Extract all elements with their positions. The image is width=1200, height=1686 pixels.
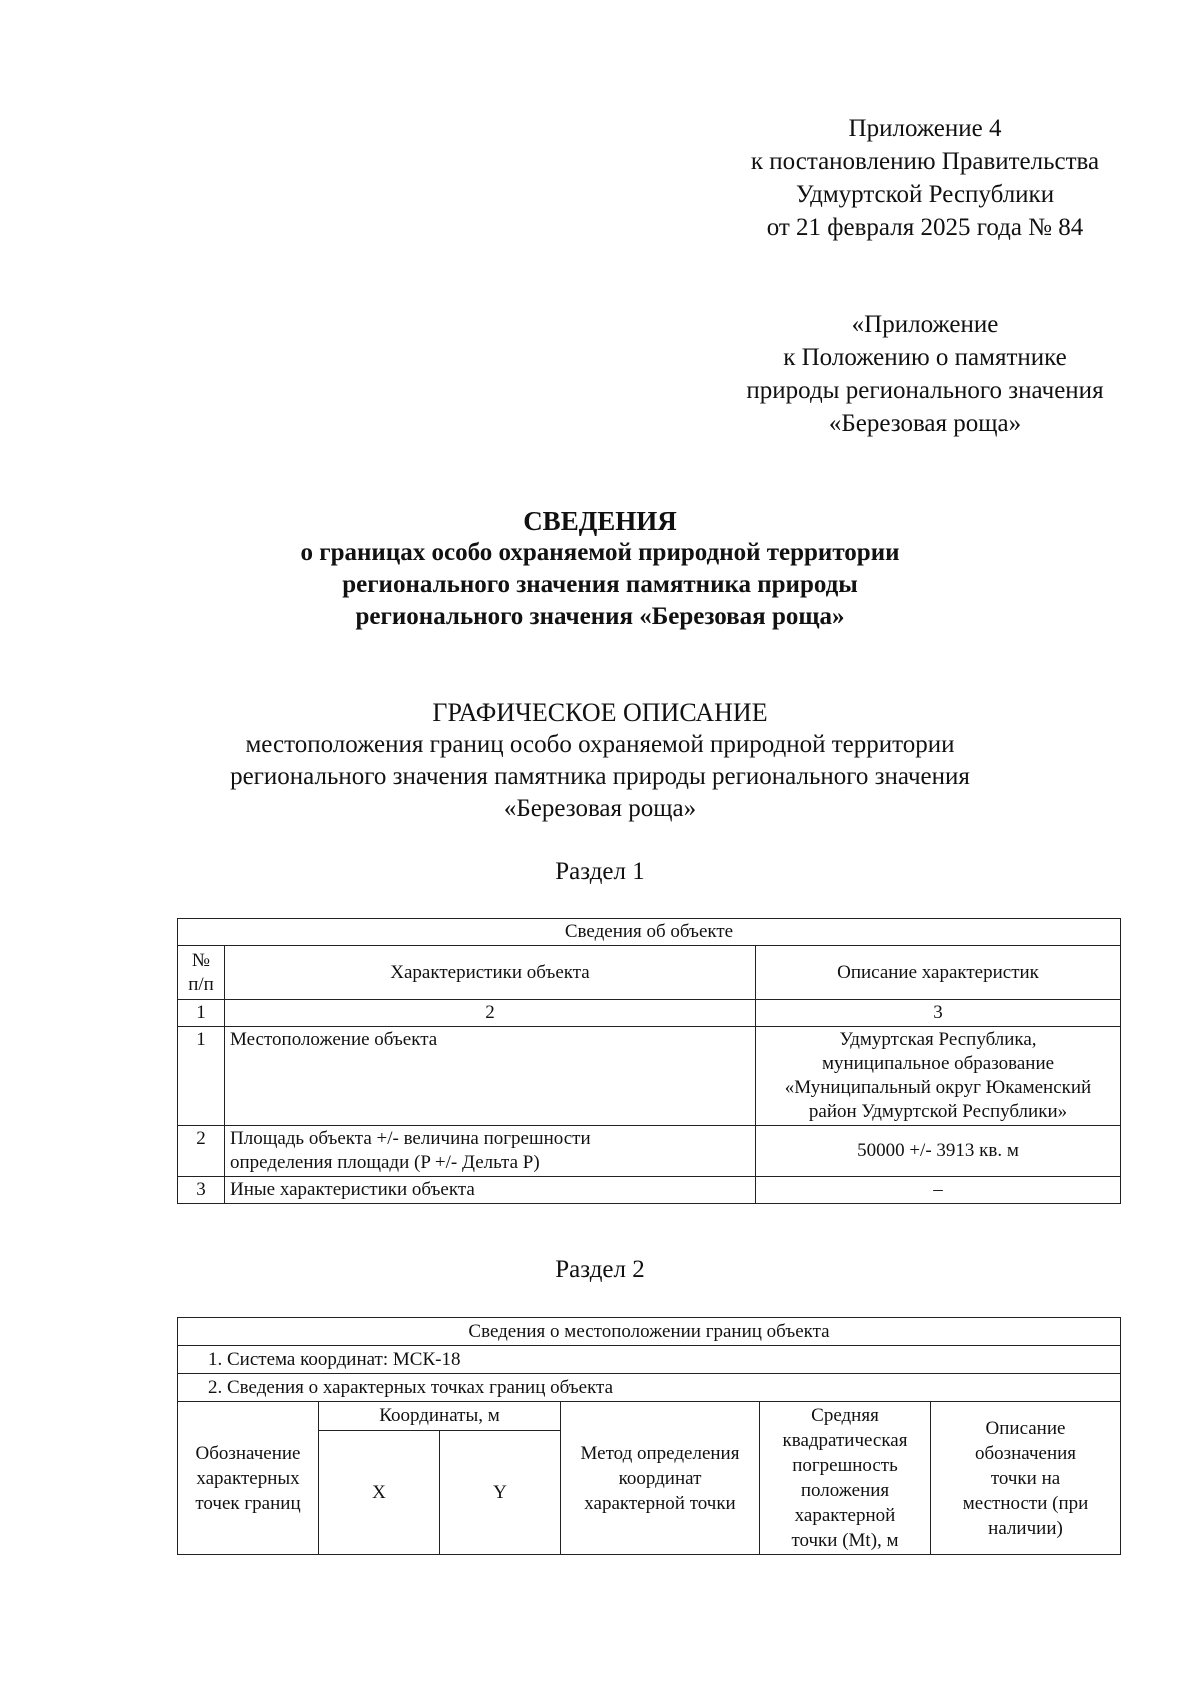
- header-designation: [178, 1402, 319, 1555]
- header-line: Обозначение: [195, 1442, 301, 1464]
- header-coordinates: Координаты, м: [319, 1402, 561, 1431]
- row-num: 3: [178, 1177, 225, 1204]
- description-line: муниципальное образование: [821, 1053, 1055, 1074]
- row-description: [756, 1027, 1121, 1126]
- appendix-header: [700, 112, 1150, 244]
- table-row: [178, 1126, 1121, 1177]
- header-error: [760, 1402, 931, 1555]
- table-row: [178, 1177, 1121, 1204]
- header-line: погрешность: [792, 1455, 898, 1476]
- row-description: 50000 +/- 3913 кв. м: [756, 1126, 1121, 1177]
- header-num-line1: №: [191, 949, 211, 971]
- col-number: 3: [756, 1000, 1121, 1027]
- header-line: обозначения: [974, 1442, 1077, 1464]
- header-line: характерной точки: [584, 1492, 736, 1514]
- sub-appendix-header: [700, 308, 1150, 440]
- description-line: Удмуртская Республика,: [839, 1029, 1037, 1050]
- col-number: 2: [225, 1000, 756, 1027]
- points-info: 2. Сведения о характерных точках границ объекта: [178, 1374, 1121, 1402]
- sub-appendix-line: природы регионального значения: [746, 377, 1104, 404]
- graphic-description-heading: [0, 697, 1200, 825]
- document-title: [0, 505, 1200, 633]
- boundary-info-table: [177, 1317, 1121, 1555]
- header-y: Y: [440, 1431, 561, 1555]
- graphic-line: регионального значения памятника природы регионального значения: [230, 763, 970, 790]
- table-row: [178, 1027, 1121, 1126]
- title-main: СВЕДЕНИЯ: [523, 506, 677, 536]
- sub-appendix-line: «Березовая роща»: [828, 410, 1022, 437]
- header-line: местности (при: [962, 1492, 1089, 1514]
- graphic-line: «Березовая роща»: [503, 795, 697, 822]
- row-num: 1: [178, 1027, 225, 1126]
- header-line: положения: [800, 1480, 890, 1501]
- header-point-description: [931, 1402, 1121, 1555]
- header-line: Описание: [985, 1417, 1066, 1439]
- object-info-table: [177, 918, 1121, 1204]
- description-line: «Муниципальный округ Юкаменский: [784, 1077, 1092, 1098]
- col-number: 1: [178, 1000, 225, 1027]
- row-description: –: [756, 1177, 1121, 1204]
- sub-appendix-line: к Положению о памятнике: [783, 344, 1067, 371]
- header-line: характерных: [196, 1467, 300, 1489]
- header-line: Метод определения: [580, 1442, 740, 1464]
- appendix-line: Приложение 4: [848, 115, 1002, 142]
- characteristic-line: Площадь объекта +/- величина погрешности: [230, 1128, 591, 1149]
- header-line: Средняя: [811, 1405, 879, 1426]
- graphic-line: местоположения границ особо охраняемой природной территории: [245, 731, 955, 758]
- row-num: 2: [178, 1126, 225, 1177]
- header-line: координат: [618, 1467, 702, 1489]
- header-line: точек границ: [195, 1492, 301, 1514]
- title-line: о границах особо охраняемой природной территории: [300, 539, 900, 566]
- description-line: район Удмуртской Республики»: [808, 1101, 1068, 1122]
- title-line: регионального значения «Березовая роща»: [355, 603, 845, 630]
- appendix-line: от 21 февраля 2025 года № 84: [766, 214, 1084, 241]
- section-1-title: Раздел 1: [555, 858, 645, 885]
- header-line: характерной: [794, 1505, 896, 1526]
- section-2-title: Раздел 2: [555, 1256, 645, 1283]
- header-description: Описание характеристик: [756, 946, 1121, 1000]
- header-characteristics: Характеристики объекта: [225, 946, 756, 1000]
- appendix-line: Удмуртской Республики: [795, 181, 1055, 208]
- coord-system: 1. Система координат: МСК-18: [178, 1346, 1121, 1374]
- sub-appendix-line: «Приложение: [851, 311, 999, 338]
- header-num: [178, 946, 225, 1000]
- header-line: точки на: [990, 1467, 1061, 1489]
- header-num-line2: п/п: [188, 973, 214, 995]
- appendix-line: к постановлению Правительства: [750, 148, 1100, 175]
- header-x: X: [319, 1431, 440, 1555]
- table-title: Сведения об объекте: [178, 919, 1121, 946]
- row-characteristic: Иные характеристики объекта: [225, 1177, 756, 1204]
- header-line: точки (Mt), м: [791, 1530, 899, 1551]
- table-title: Сведения о местоположении границ объекта: [178, 1318, 1121, 1346]
- graphic-head: ГРАФИЧЕСКОЕ ОПИСАНИЕ: [432, 698, 768, 727]
- header-method: [561, 1402, 760, 1555]
- header-line: квадратическая: [782, 1430, 908, 1451]
- row-characteristic: Местоположение объекта: [225, 1027, 756, 1126]
- row-characteristic: [225, 1126, 756, 1177]
- characteristic-line: определения площади (P +/- Дельта P): [230, 1152, 540, 1173]
- header-line: наличии): [988, 1517, 1063, 1539]
- title-line: регионального значения памятника природы: [342, 571, 858, 598]
